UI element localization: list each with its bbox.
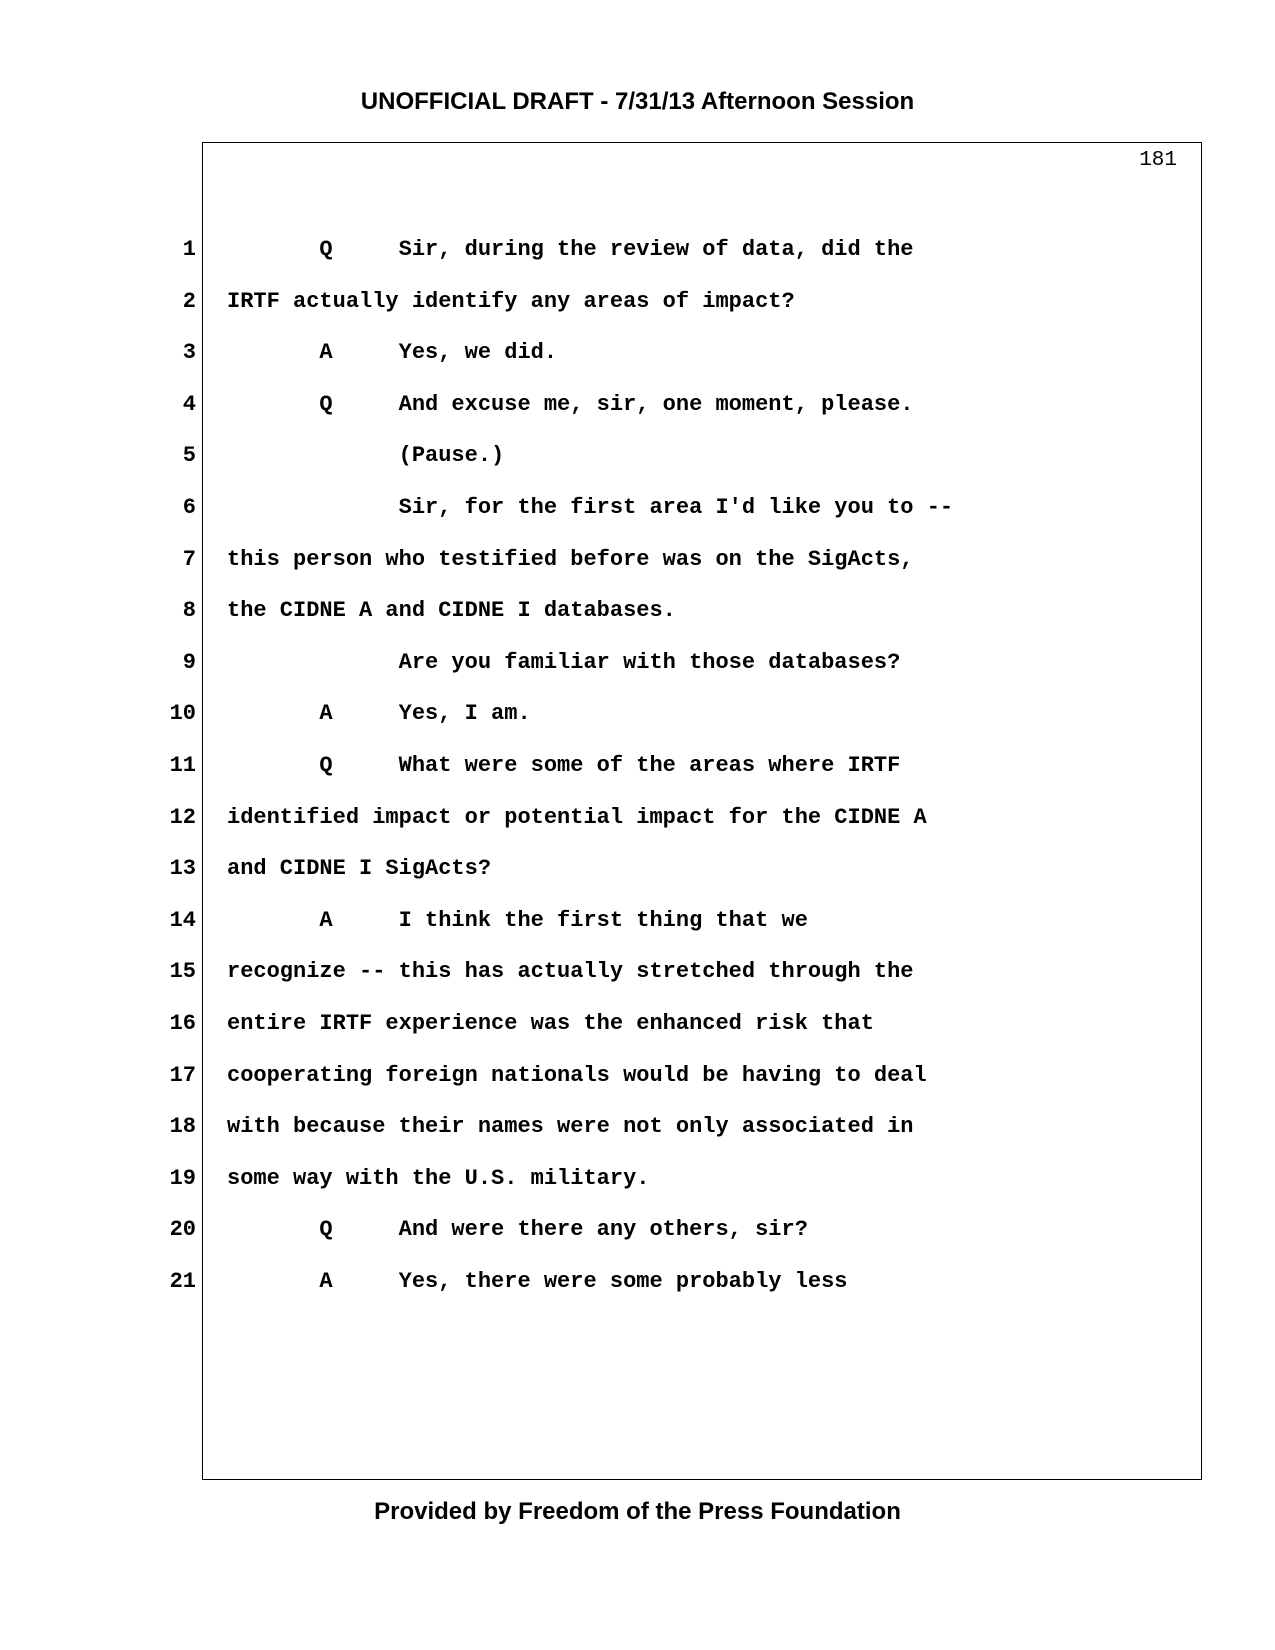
- page-header-title: UNOFFICIAL DRAFT - 7/31/13 Afternoon Session: [360, 88, 915, 115]
- line-number: 18: [169, 1114, 196, 1140]
- line-text: some way with the U.S. military.: [227, 1165, 650, 1191]
- page-number: 181: [1139, 149, 1177, 172]
- line-text: A Yes, I am.: [227, 701, 531, 727]
- line-number: 1: [182, 237, 196, 262]
- line-number: 17: [169, 1062, 196, 1088]
- line-number: 7: [182, 546, 196, 572]
- line-number: 2: [182, 288, 196, 314]
- line-number: 14: [169, 907, 196, 933]
- line-number: 13: [169, 856, 196, 882]
- line-text: this person who testified before was on the SigActs,: [227, 546, 914, 572]
- transcript-line: [0, 957, 1275, 987]
- transcript-line: [0, 1009, 1275, 1039]
- line-text: Q What were some of the areas where IRTF: [227, 753, 901, 778]
- transcript-line: [0, 338, 1275, 368]
- line-text: entire IRTF experience was the enhanced risk that: [227, 1011, 874, 1036]
- line-number: 9: [182, 649, 196, 675]
- line-number: 15: [169, 959, 196, 985]
- line-number: 19: [169, 1165, 196, 1191]
- page-footer-credit: Provided by Freedom of the Press Foundation: [374, 1498, 901, 1525]
- line-number: 4: [182, 391, 196, 417]
- transcript-line: [0, 287, 1275, 317]
- line-text: with because their names were not only associated in: [227, 1114, 914, 1140]
- line-number: 20: [169, 1217, 196, 1243]
- line-text: the CIDNE A and CIDNE I databases.: [227, 598, 676, 624]
- transcript-line: [0, 1215, 1275, 1245]
- transcript-line: [0, 441, 1275, 471]
- transcript-line: [0, 648, 1275, 678]
- transcript-line: [0, 493, 1275, 523]
- transcript-line: [0, 906, 1275, 936]
- line-number: 8: [182, 598, 196, 624]
- line-text: A I think the first thing that we: [227, 907, 808, 933]
- line-text: Are you familiar with those databases?: [227, 649, 901, 675]
- line-number: 12: [169, 804, 196, 830]
- transcript-line: [0, 596, 1275, 626]
- transcript-line: [0, 803, 1275, 833]
- transcript-line: [0, 751, 1275, 781]
- line-text: A Yes, there were some probably less: [227, 1269, 848, 1294]
- line-number: 5: [182, 443, 196, 469]
- transcript-line: [0, 235, 1275, 265]
- line-text: recognize -- this has actually stretched through the: [227, 959, 914, 985]
- transcript-line: [0, 1061, 1275, 1091]
- transcript-line: [0, 1164, 1275, 1194]
- transcript-line: [0, 1112, 1275, 1142]
- transcript-line: [0, 699, 1275, 729]
- line-text: Q And excuse me, sir, one moment, please.: [227, 391, 914, 417]
- line-number: 3: [182, 340, 196, 366]
- transcript-line: [0, 545, 1275, 575]
- transcript-line: [0, 390, 1275, 420]
- line-number: 10: [169, 701, 196, 727]
- line-text: (Pause.): [227, 443, 505, 469]
- line-number: 21: [169, 1269, 196, 1294]
- line-number: 16: [169, 1011, 196, 1036]
- line-number: 6: [182, 495, 196, 520]
- line-text: Sir, for the first area I'd like you to --: [227, 495, 954, 520]
- line-text: and CIDNE I SigActs?: [227, 856, 492, 882]
- line-text: cooperating foreign nationals would be having to deal: [227, 1062, 927, 1088]
- line-text: identified impact or potential impact for the CIDNE A: [227, 804, 927, 830]
- line-number: 11: [169, 753, 196, 778]
- transcript-line: [0, 1267, 1275, 1297]
- transcript-line: [0, 854, 1275, 884]
- line-text: Q Sir, during the review of data, did the: [227, 237, 914, 262]
- line-text: A Yes, we did.: [227, 340, 558, 366]
- line-text: IRTF actually identify any areas of impact?: [227, 288, 795, 314]
- line-text: Q And were there any others, sir?: [227, 1217, 808, 1243]
